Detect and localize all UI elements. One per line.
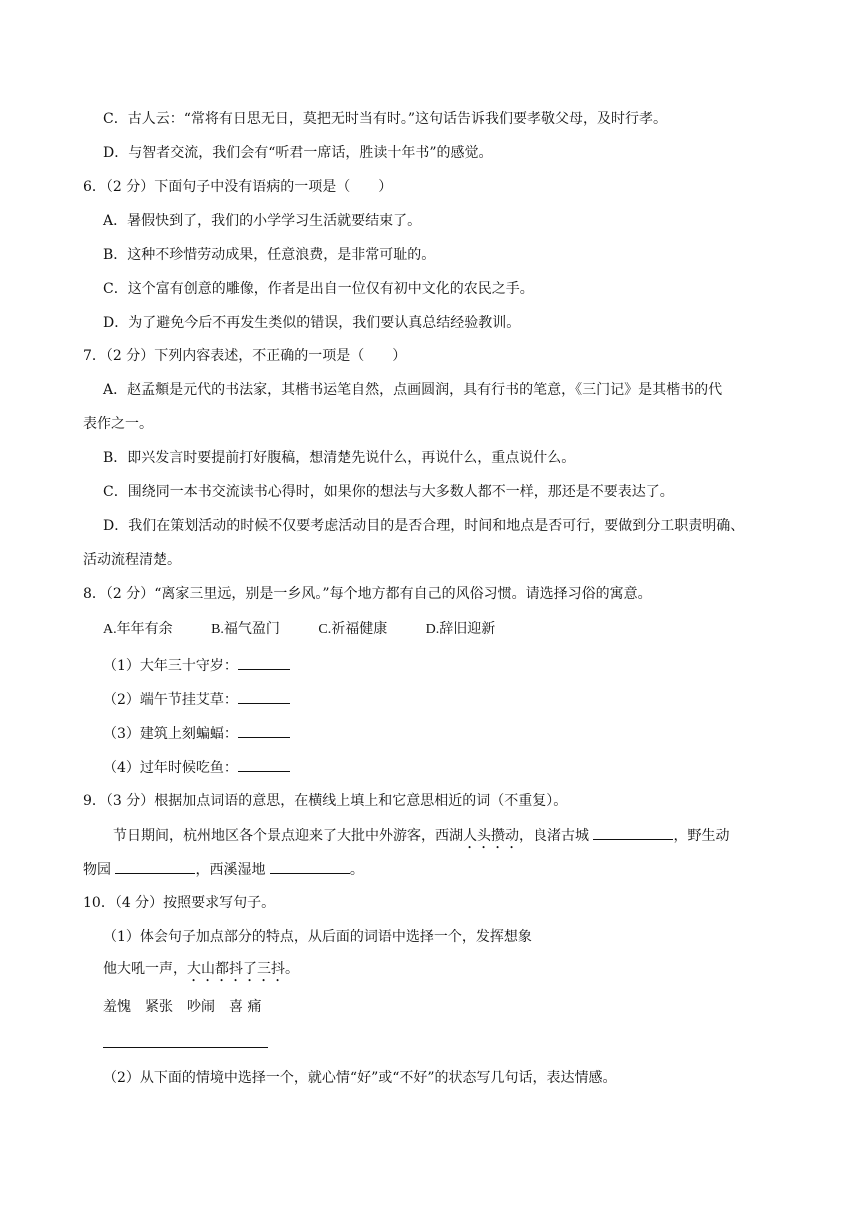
answer-blank[interactable] (238, 655, 290, 670)
q9-text: ，良渚古城 (519, 828, 594, 844)
q8-item-label: （2）端午节挂艾草： (103, 692, 238, 708)
q7-option-b: B．即兴发言时要提前打好腹稿，想清楚先说什么，再说什么，重点说什么。 (103, 450, 576, 466)
q8-item-label: （4）过年时候吃鱼： (103, 760, 238, 776)
q7-stem: 7．（2 分）下列内容表述，不正确的一项是（ ） (83, 348, 407, 364)
q6-option-c: C．这个富有创意的雕像，作者是出自一位仅有初中文化的农民之手。 (103, 281, 534, 297)
q6-option-d: D．为了避免今后不再发生类似的错误，我们要认真总结经验教训。 (103, 315, 521, 331)
answer-blank[interactable] (270, 859, 350, 874)
q6-option-b: B．这种不珍惜劳动成果，任意浪费，是非常可耻的。 (103, 247, 436, 263)
answer-blank[interactable] (238, 757, 290, 772)
q9-text: ，野生动 (673, 828, 730, 844)
q8-item-3 (103, 723, 290, 744)
q8-option-a: A.年年有余 (103, 622, 173, 637)
q8-item-4 (103, 757, 290, 778)
q8-option-d: D.辞旧迎新 (425, 622, 496, 637)
q8-item-label: （3）建筑上刻蝙蝠： (103, 726, 238, 742)
q9-text: 。 (349, 862, 364, 878)
q10-sentence (103, 959, 299, 985)
q8-option-b: B.福气盈门 (211, 622, 280, 637)
q7-option-c: C．围绕同一本书交流读书心得时，如果你的想法与大多数人都不一样，那还是不要表达了。 (103, 484, 674, 500)
q7-option-a: A．赵孟頫是元代的书法家，其楷书运笔自然，点画圆润，具有行书的笔意，《三门记》是其楷书的代 (103, 382, 723, 398)
q10-sub1: （1）体会句子加点部分的特点，从后面的词语中选择一个，发挥想象 (103, 929, 532, 945)
answer-line[interactable] (103, 1047, 268, 1048)
q8-item-2 (103, 689, 290, 710)
q9-text: 节日期间，杭州地区各个景点迎来了大批中外游客，西湖 (113, 828, 463, 844)
q9-dotted-phrase: 人头攒动 (463, 828, 519, 844)
q8-item-label: （1）大年三十守岁： (103, 658, 238, 674)
q10-dotted-phrase: 大山都抖了三抖 (187, 961, 285, 977)
q10-stem: 10．（4 分）按照要求写句子。 (83, 895, 276, 911)
q6-stem: 6．（2 分）下面句子中没有语病的一项是（ ） (83, 179, 393, 195)
q9-text: ，西溪湿地 (195, 862, 270, 878)
q5-option-d: D．与智者交流，我们会有“听君一席话，胜读十年书”的感觉。 (103, 145, 493, 161)
q10-sentence-text: 他大吼一声， (103, 961, 187, 977)
q9-stem: 9．（3 分）根据加点词语的意思，在横线上填上和它意思相近的词（不重复）。 (83, 793, 568, 809)
answer-blank[interactable] (593, 825, 673, 840)
q5-option-c: C．古人云：“常将有日思无日，莫把无时当有时。”这句话告诉我们要孝敬父母，及时行孝。 (103, 111, 668, 127)
q9-text: 物园 (83, 862, 116, 878)
q10-word-choices: 羞愧 紧张 吵闹 喜 痛 (103, 999, 262, 1015)
q9-paragraph-line-2 (83, 859, 364, 880)
q7-option-d: D．我们在策划活动的时候不仅要考虑活动目的是否合理，时间和地点是否可行，要做到分工职责明确、 (103, 518, 745, 534)
q8-item-1 (103, 655, 290, 676)
answer-blank[interactable] (115, 859, 195, 874)
q8-stem: 8．（2 分）“离家三里远，别是一乡风。”每个地方都有自己的风俗习惯。请选择习俗的寓意。 (83, 586, 652, 602)
q9-paragraph-line-1 (113, 825, 729, 852)
q8-option-c: C.祈福健康 (318, 622, 388, 637)
answer-blank[interactable] (238, 723, 290, 738)
q10-sentence-text: 。 (285, 961, 299, 977)
q10-sub2: （2）从下面的情境中选择一个，就心情“好”或“不好”的状态写几句话，表达情感。 (103, 1070, 617, 1086)
q7-option-a-cont: 表作之一。 (83, 416, 153, 432)
q7-option-d-cont: 活动流程清楚。 (83, 552, 181, 568)
q8-options (103, 619, 529, 640)
q6-option-a: A．暑假快到了，我们的小学学习生活就要结束了。 (103, 213, 422, 229)
answer-blank[interactable] (238, 689, 290, 704)
